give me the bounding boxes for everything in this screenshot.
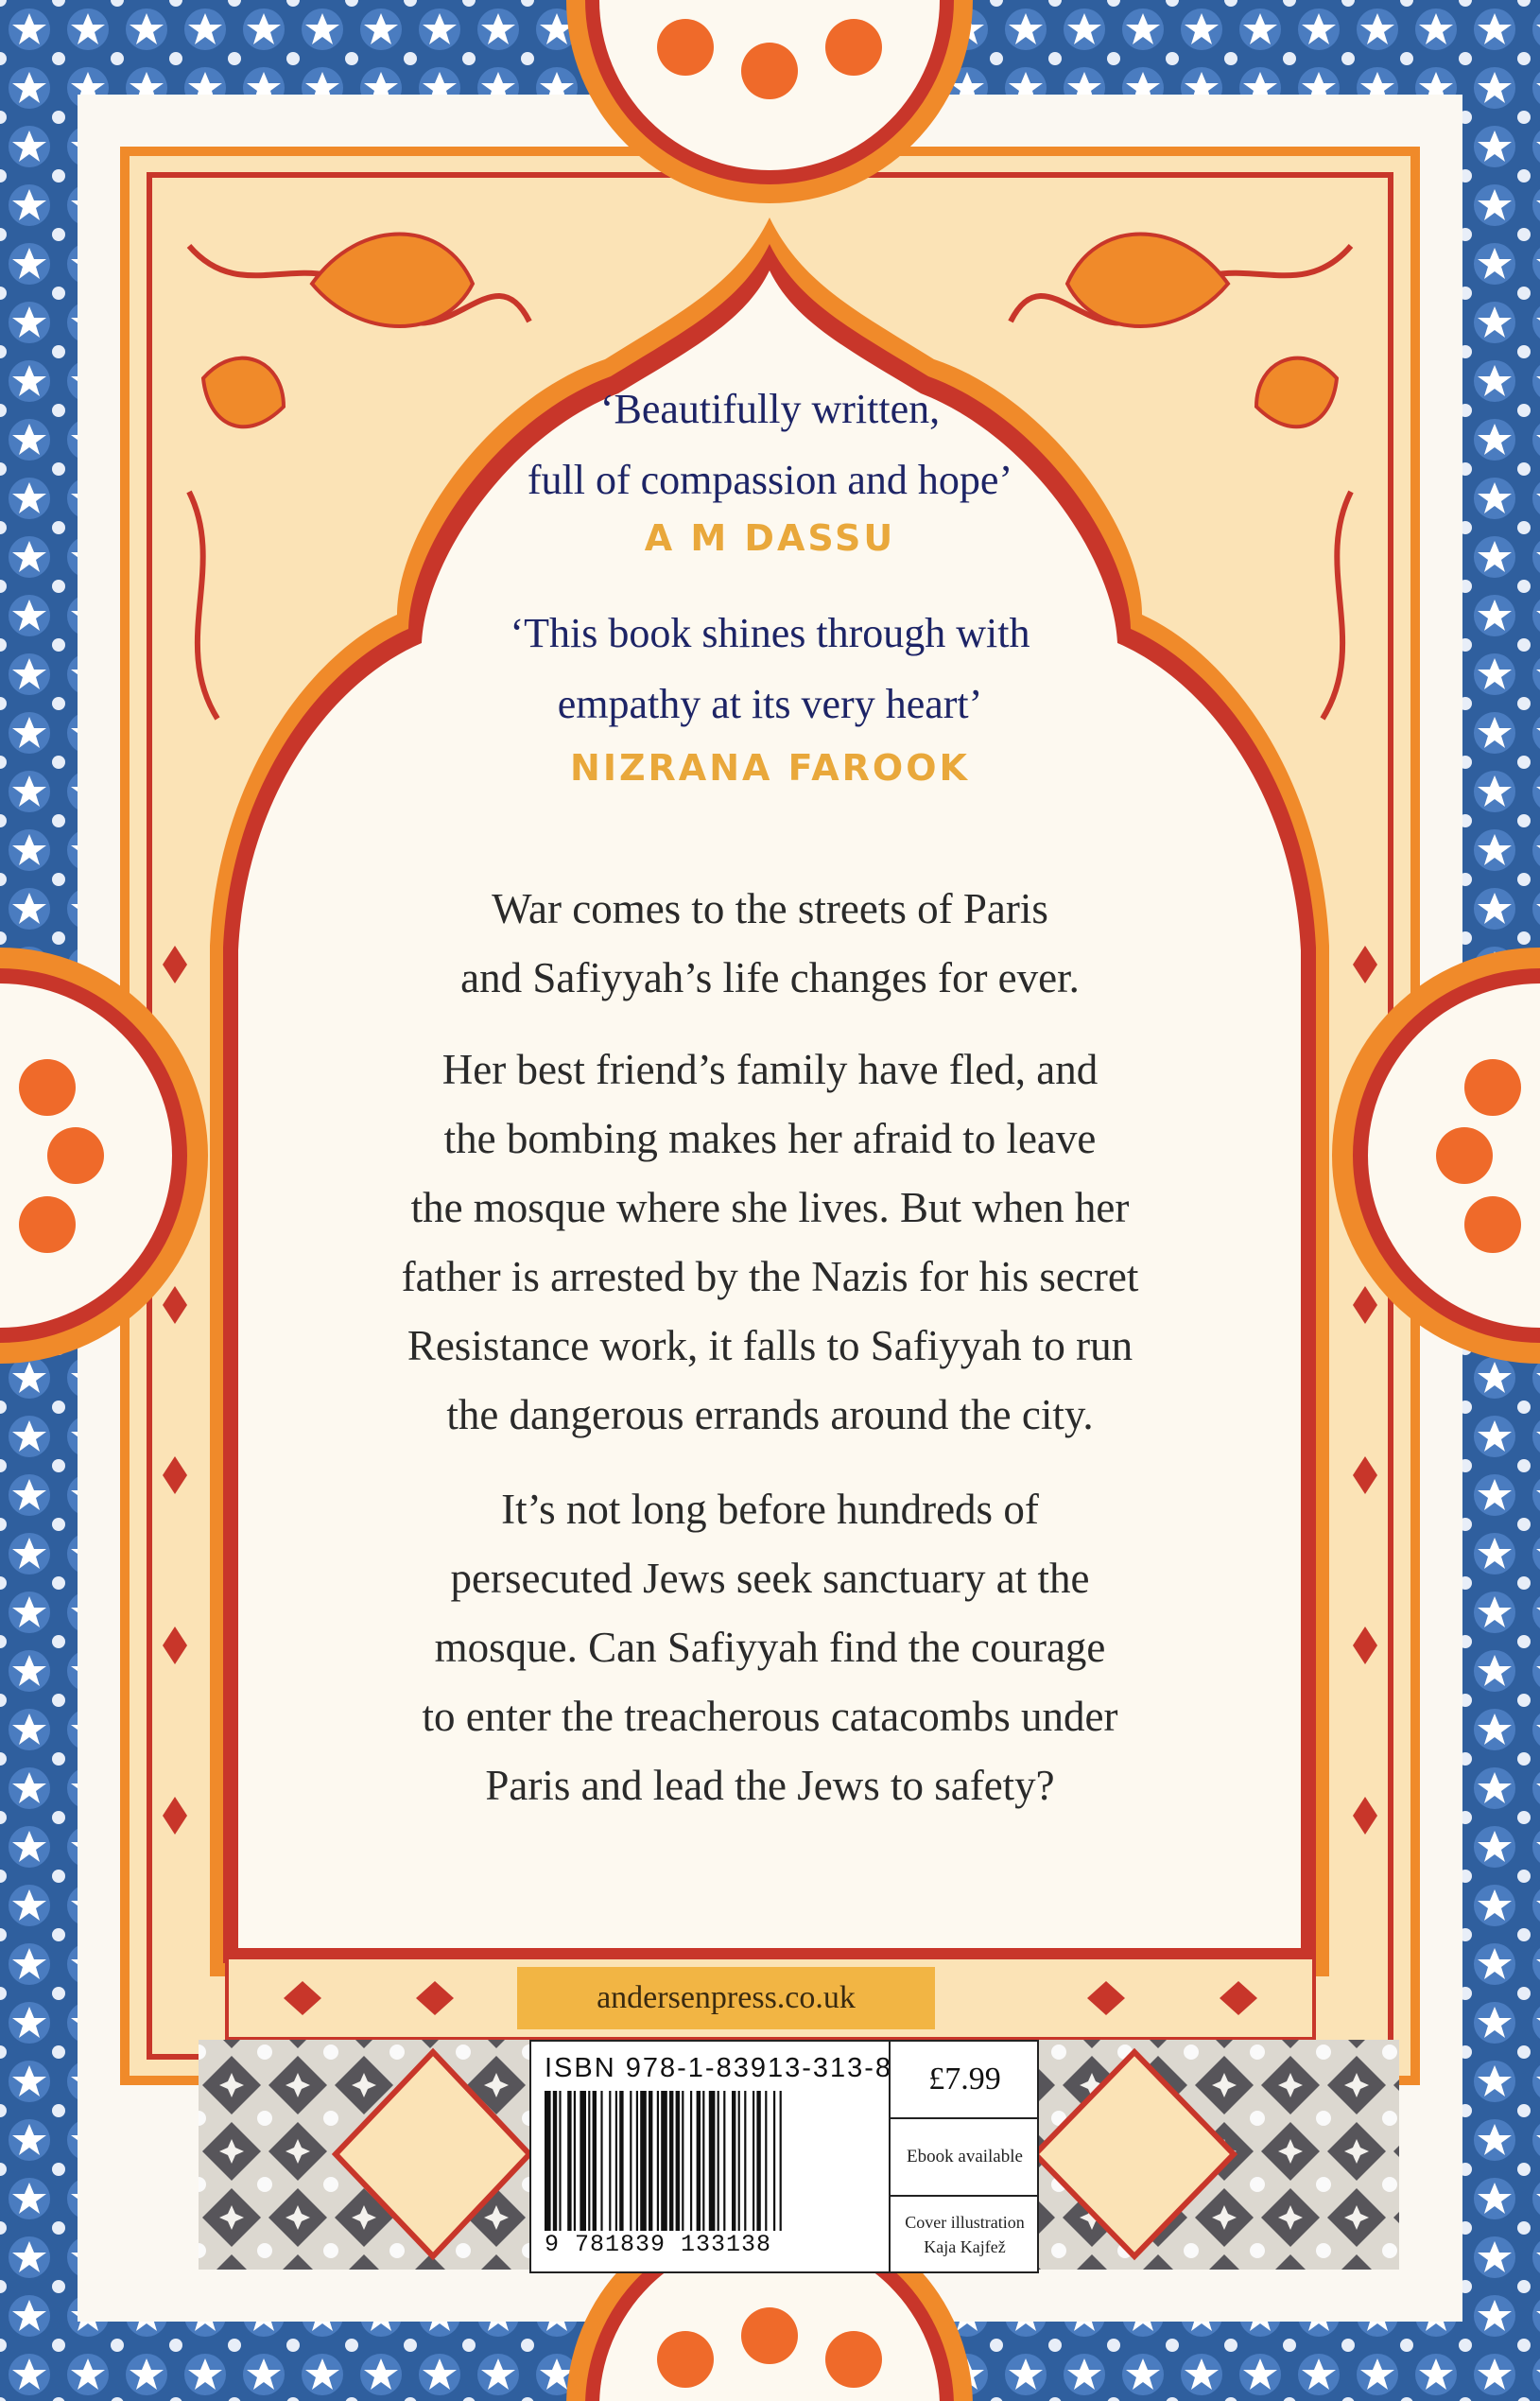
barcode-digits: 9 781839 133138 <box>545 2231 857 2258</box>
barcode-bar <box>690 2091 692 2233</box>
illustrator-name: Kaja Kajfež <box>924 2236 1006 2256</box>
barcode-bar <box>697 2091 701 2233</box>
barcode-box <box>529 2040 1039 2273</box>
barcode-bar <box>682 2091 683 2233</box>
barcode-bar <box>780 2091 782 2233</box>
barcode-bar <box>559 2091 561 2233</box>
barcode-bar <box>723 2091 725 2233</box>
barcode-bar <box>732 2091 735 2233</box>
blurb-line: the dangerous errands around the city. <box>446 1391 1094 1438</box>
blurb-line: and Safiyyah’s life changes for ever. <box>460 954 1080 1001</box>
blurb-line: father is arrested by the Nazis for his secret <box>401 1253 1139 1300</box>
barcode-bar <box>753 2091 754 2233</box>
barcode-icon <box>545 2091 857 2233</box>
blurb-line: the bombing makes her afraid to leave <box>443 1115 1097 1162</box>
blurb-paragraph-1 <box>0 875 1540 1013</box>
barcode-bar <box>669 2091 673 2233</box>
quote-1-line-2: full of compassion and hope’ <box>527 457 1013 503</box>
barcode-bar <box>756 2091 760 2233</box>
barcode-bar <box>630 2091 632 2233</box>
barcode-bar <box>676 2091 680 2233</box>
cover-illustration-credit <box>889 2197 1039 2271</box>
barcode-bar <box>580 2091 586 2233</box>
barcode-bar <box>609 2091 611 2233</box>
barcode-bar <box>702 2091 704 2233</box>
barcode-bar <box>773 2091 775 2233</box>
blurb-line: Paris and lead the Jews to safety? <box>485 1762 1055 1809</box>
barcode-bar <box>567 2091 571 2233</box>
barcode-bar <box>593 2091 597 2233</box>
ebook-available: Ebook available <box>889 2119 1039 2197</box>
isbn-label: ISBN 978-1-83913-313-8 <box>545 2053 893 2083</box>
blurb-line: persecuted Jews seek sanctuary at the <box>450 1555 1090 1602</box>
barcode-bar <box>545 2091 551 2233</box>
barcode-bar <box>553 2091 557 2233</box>
publisher-website: andersenpress.co.uk <box>517 1967 935 2029</box>
barcode-bar <box>718 2091 719 2233</box>
quote-2 <box>0 598 1540 739</box>
quote-2-author: NIZRANA FAROOK <box>570 747 970 789</box>
quote-2-line-1: ‘This book shines through with <box>510 610 1030 656</box>
barcode-bar <box>600 2091 602 2233</box>
barcode-bar <box>574 2091 576 2233</box>
blurb-line: mosque. Can Safiyyah find the courage <box>434 1624 1106 1671</box>
barcode-bar <box>649 2091 652 2233</box>
blurb-line: It’s not long before hundreds of <box>501 1486 1039 1533</box>
blurb-line: Resistance work, it falls to Safiyyah to run <box>407 1322 1133 1369</box>
blurb-paragraph-2 <box>0 1035 1540 1450</box>
price: £7.99 <box>889 2042 1039 2119</box>
blurb-paragraph-3 <box>0 1475 1540 1820</box>
barcode-bar <box>744 2091 746 2233</box>
barcode-bar <box>657 2091 659 2233</box>
barcode-bar <box>765 2091 767 2233</box>
blurb-line: the mosque where she lives. But when her <box>410 1184 1130 1231</box>
blurb-line: to enter the treacherous catacombs under <box>422 1693 1118 1740</box>
blurb-line: War comes to the streets of Paris <box>492 885 1048 932</box>
barcode-bar <box>615 2091 617 2233</box>
quote-2-line-2: empathy at its very heart’ <box>557 681 983 727</box>
barcode-bar <box>636 2091 638 2233</box>
quote-1-author: A M DASSU <box>644 517 896 559</box>
barcode-bar <box>709 2091 716 2233</box>
illustration-label: Cover illustration <box>905 2212 1025 2232</box>
quote-1-line-1: ‘Beautifully written, <box>599 386 941 432</box>
barcode-bar <box>619 2091 623 2233</box>
barcode-bar <box>661 2091 667 2233</box>
blurb-line: Her best friend’s family have fled, and <box>441 1046 1099 1093</box>
quote-1 <box>0 374 1540 515</box>
barcode-bar <box>640 2091 647 2233</box>
barcode-bar <box>588 2091 590 2233</box>
barcode-bar <box>738 2091 740 2233</box>
